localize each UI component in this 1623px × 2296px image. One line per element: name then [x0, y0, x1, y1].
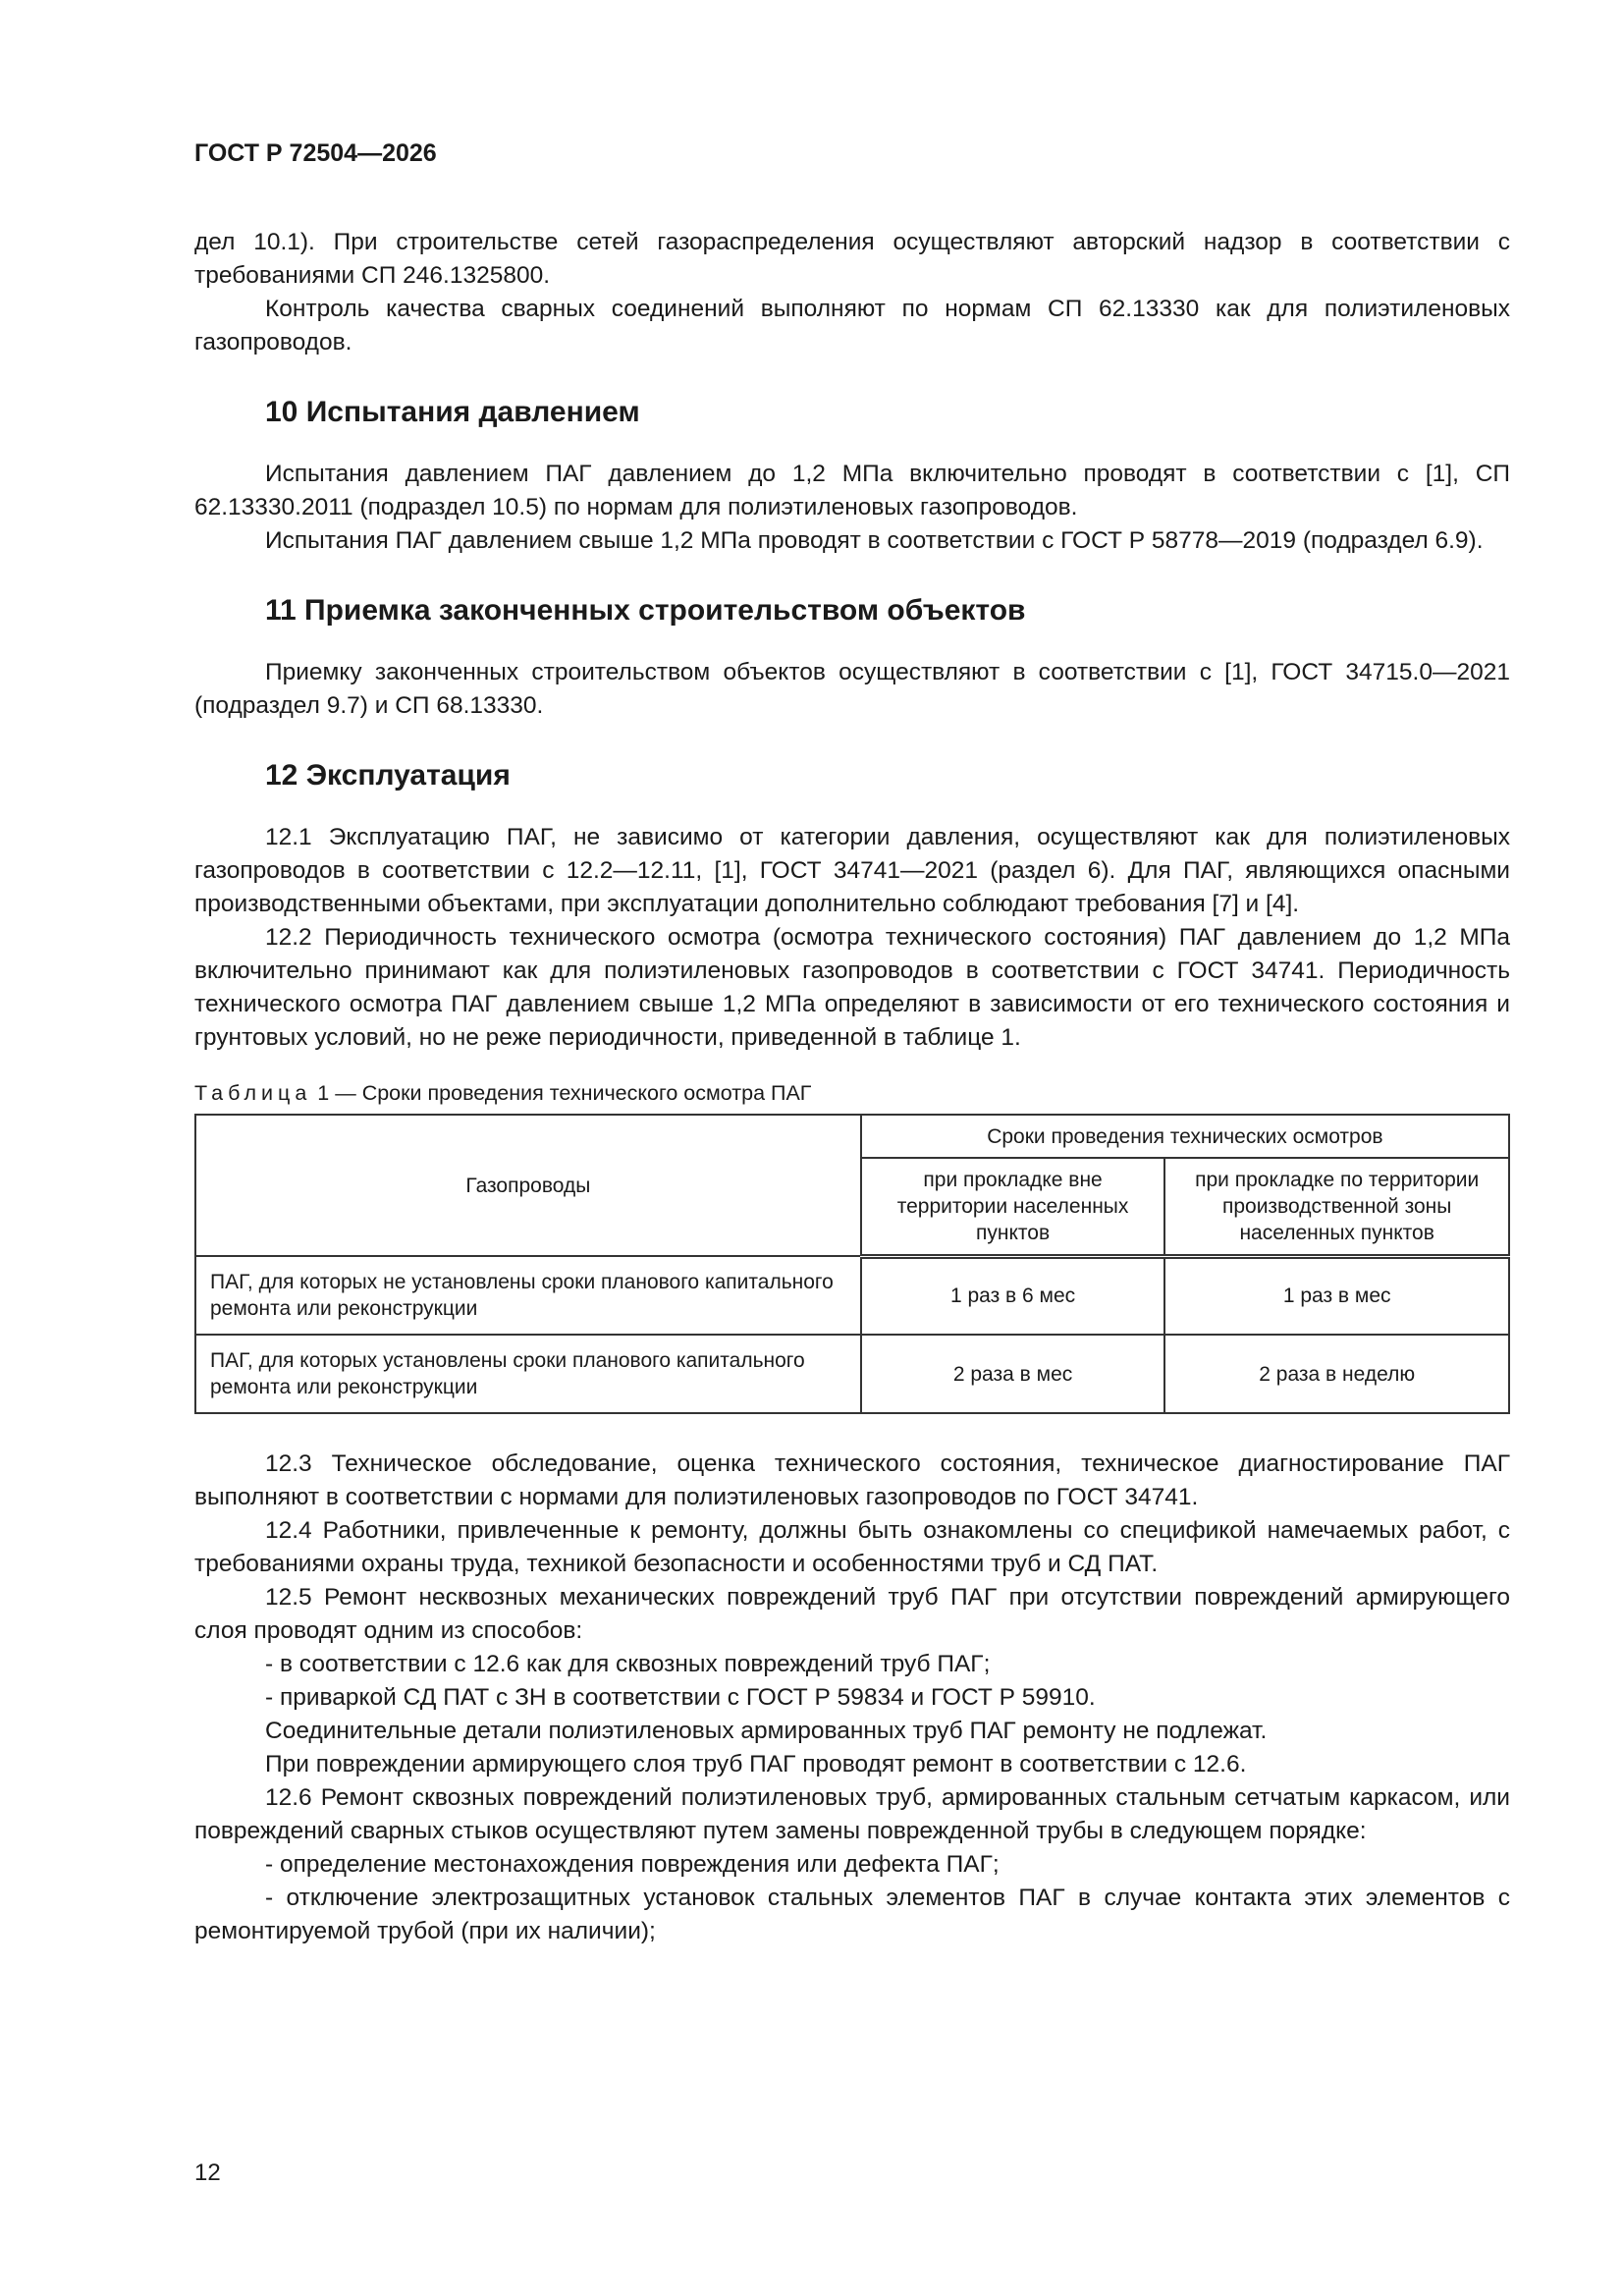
clause-12-1: 12.1 Эксплуатацию ПАГ, не зависимо от категории давления, осуществляют как для полиэтиленовых газопроводов в соответствии с 12.2—12.11, [1], ГОСТ 34741—2021 (раздел 6). Для ПАГ, являющихся опасными производственными объектами, при эксплуатации дополнительно соблюдают требования [7] и [4].	[194, 824, 1510, 917]
header-inspection-terms: Сроки проведения технических осмотров	[861, 1115, 1509, 1158]
page-content	[194, 137, 1510, 1948]
section-10-paragraph-2: Испытания ПАГ давлением свыше 1,2 МПа проводят в соответствии с ГОСТ Р 58778—2019 (подраздел 6.9).	[265, 527, 1484, 554]
document-header: ГОСТ Р 72504—2026	[194, 139, 437, 167]
clause-12-3: 12.3 Техническое обследование, оценка технического состояния, техническое диагностирование ПАГ выполняют в соответствии с нормами для полиэтиленовых газопроводов по ГОСТ 34741.	[194, 1450, 1510, 1510]
section-10-heading: 10 Испытания давлением	[265, 396, 640, 428]
clause-12-6: 12.6 Ремонт сквозных повреждений полиэтиленовых труб, армированных стальным сетчатым каркасом, или повреждений сварных стыков осуществляют путем замены поврежденной трубы в следующем порядке:	[194, 1784, 1510, 1844]
clause-12-5-item-a: - в соответствии с 12.6 как для сквозных повреждений труб ПАГ;	[265, 1651, 991, 1677]
row-1-outside: 1 раз в 6 мес	[861, 1256, 1165, 1335]
table-caption-text: 1 — Сроки проведения технического осмотра ПАГ	[317, 1081, 812, 1105]
intro-paragraph-1: дел 10.1). При строительстве сетей газораспределения осуществляют авторский надзор в соответствии с требованиями СП 246.1325800.	[194, 229, 1510, 289]
intro-paragraph-2: Контроль качества сварных соединений выполняют по нормам СП 62.13330 как для полиэтиленовых газопроводов.	[194, 296, 1510, 355]
clause-12-4: 12.4 Работники, привлеченные к ремонту, должны быть ознакомлены со спецификой намечаемых работ, с требованиями охраны труда, техникой безопасности и особенностями труб и СД ПАТ.	[194, 1517, 1510, 1577]
row-1-inside: 1 раз в мес	[1164, 1256, 1509, 1335]
clause-12-5-note-fittings: Соединительные детали полиэтиленовых армированных труб ПАГ ремонту не подлежат.	[265, 1718, 1268, 1744]
header-pipelines: Газопроводы	[195, 1115, 861, 1256]
row-2-pipeline: ПАГ, для которых установлены сроки планового капитального ремонта или реконструкции	[195, 1335, 861, 1413]
section-11-paragraph-1: Приемку законченных строительством объектов осуществляют в соответствии с [1], ГОСТ 34715.0—2021 (подраздел 9.7) и СП 68.13330.	[194, 659, 1510, 719]
row-1-pipeline: ПАГ, для которых не установлены сроки планового капитального ремонта или реконструкции	[195, 1256, 861, 1335]
table-1-caption	[194, 1078, 1510, 1108]
clause-12-5: 12.5 Ремонт несквозных механических повреждений труб ПАГ при отсутствии повреждений армирующего слоя проводят одним из способов:	[194, 1584, 1510, 1644]
section-12-heading: 12 Эксплуатация	[265, 759, 511, 792]
section-11-heading: 11 Приемка законченных строительством объектов	[265, 594, 1026, 627]
section-10-paragraph-1: Испытания давлением ПАГ давлением до 1,2 МПа включительно проводят в соответствии с [1], СП 62.13330.2011 (подраздел 10.5) по нормам для полиэтиленовых газопроводов.	[194, 461, 1510, 520]
header-inside-settlements: при прокладке по территории производственной зоны населенных пунктов	[1164, 1158, 1509, 1256]
table-row	[195, 1256, 1509, 1335]
clause-12-5-note-reinforcement: При повреждении армирующего слоя труб ПАГ проводят ремонт в соответствии с 12.6.	[265, 1751, 1247, 1777]
page-number: 12	[194, 2159, 221, 2186]
table-caption-label: Таблица	[194, 1081, 312, 1105]
inspection-schedule-table	[194, 1114, 1510, 1414]
clause-12-5-item-b: - приваркой СД ПАТ с ЗН в соответствии с ГОСТ Р 59834 и ГОСТ Р 59910.	[265, 1684, 1096, 1711]
clause-12-6-item-a: - определение местонахождения повреждения или дефекта ПАГ;	[265, 1851, 1000, 1878]
clause-12-2: 12.2 Периодичность технического осмотра (осмотра технического состояния) ПАГ давлением до 1,2 МПа включительно принимают как для полиэтиленовых газопроводов в соответствии с ГОСТ 34741. Периодичность технического осмотра ПАГ давлением свыше 1,2 МПа определяют в зависимости от его технического состояния и грунтовых условий, но не реже периодичности, приведенной в таблице 1.	[194, 924, 1510, 1051]
row-2-outside: 2 раза в мес	[861, 1335, 1165, 1413]
clause-12-6-item-b: - отключение электрозащитных установок стальных элементов ПАГ в случае контакта этих элементов с ремонтируемой трубой (при их наличии);	[194, 1885, 1510, 1944]
table-row	[195, 1335, 1509, 1413]
header-outside-settlements: при прокладке вне территории населенных пунктов	[861, 1158, 1165, 1256]
row-2-inside: 2 раза в неделю	[1164, 1335, 1509, 1413]
